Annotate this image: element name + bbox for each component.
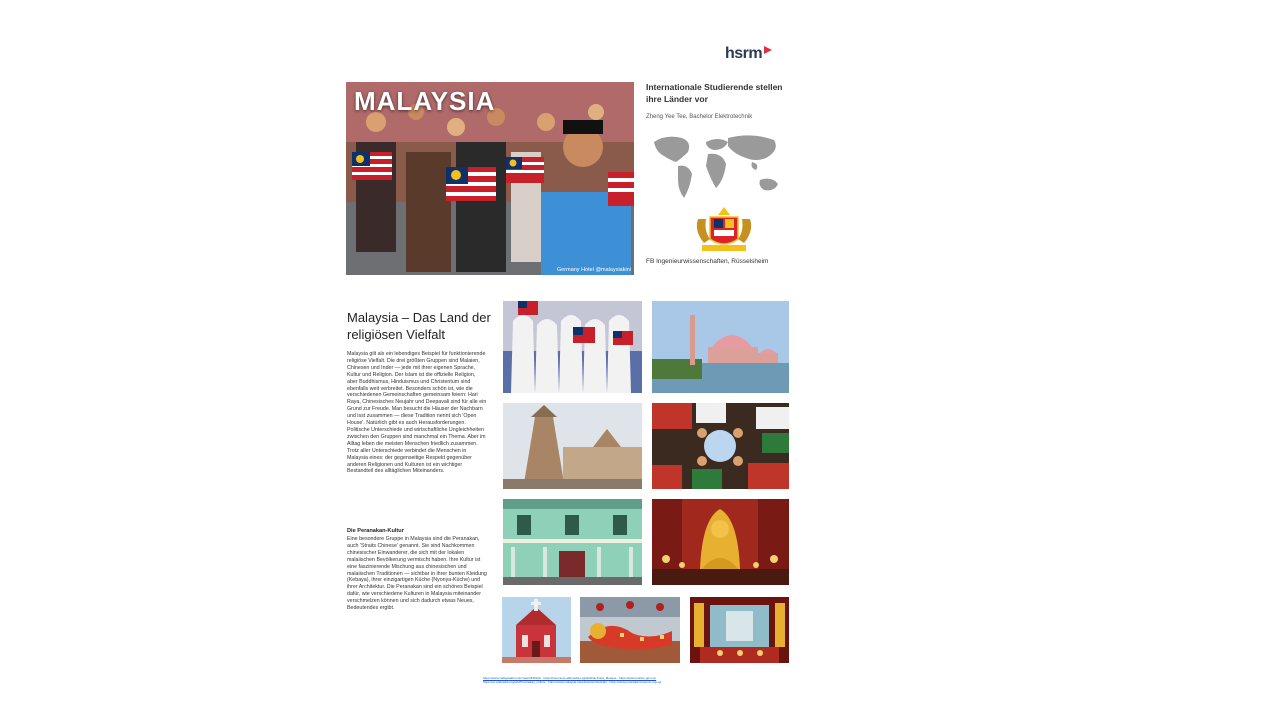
reference-link[interactable]: https://www.malaysiakini.com/news/539210 · https://commons.wikimedia.org/wiki/File:Putra_Mosque · https://www.tourism.gov.my/	[483, 677, 657, 680]
logo-arrow-icon	[764, 46, 772, 54]
article-title: Malaysia – Das Land der religiösen Vielfalt	[347, 310, 491, 342]
red-church-photo	[502, 597, 571, 663]
hands-circle-photo	[652, 403, 789, 489]
author-line: Zheng Yee Tee, Bachelor Elektrotechnik	[646, 114, 753, 120]
article-paragraph-2: Eine besondere Gruppe in Malaysia sind die Peranakan, auch 'Straits Chinese' genannt. Sie sind Nachkommen chinesischer Einwanderer, die sich mit der lokalen malaiischen Bevölkerung vermischt haben. Ihre Kultur ist eine faszinierende Mischung aus chinesischen und malaiischen Traditionen — sichtbar in ihrer bunten Kleidung (Kebaya), ihrer einzigartigen Küche (Nyonya-Küche) und ihrer Architektur. Die Peranakan sind ein schönes Beispiel dafür, wie verschiedene Kulturen in Malaysia miteinander verschmelzen können und sich dadurch etwas Neues, Bedeutendes ergibt.	[347, 536, 487, 612]
schoolgirls-flags-photo	[503, 301, 642, 393]
hsrm-logo: hsrm	[725, 45, 772, 63]
poster-title: Internationale Studierende stellen ihre Länder vor	[646, 82, 783, 104]
lion-dance-photo	[580, 597, 680, 663]
hindu-temple-photo	[503, 403, 642, 489]
hero-title: MALAYSIA	[354, 86, 496, 116]
subheading-peranakan: Die Peranakan-Kultur	[347, 528, 404, 534]
article-paragraph-1: Malaysia gilt als ein lebendiges Beispiel für funktionierende religiöse Vielfalt. Die drei größten Gruppen sind Malaien, Chinesen und Inder — jede mit ihrer eigenen Sprache, Kultur und Religion. Der Islam ist die offizielle Religion, aber Buddhismus, Hinduismus und Christentum sind ebenfalls weit verbreitet. Besonders schön ist, wie die verschiedenen Gemeinschaften gemeinsam feiern: Hari Raya, Chinesisches Neujahr und Deepavali sind für alle ein Grund zur Freude. Man besucht die Häuser der Nachbarn und isst zusammen — diese Tradition nennt sich 'Open House'. Natürlich gibt es auch Herausforderungen. Politische Unterschiede und wirtschaftliche Ungleichheiten zwischen den Gruppen sind manchmal ein Thema. Aber im Alltag leben die meisten Menschen friedlich zusammen. Trotz aller Unterschiede verbindet die Menschen in Malaysia eines: der gegenseitige Respekt gegenüber anderen Religionen und Kulturen ist ein wichtiger Bestandteil des alltäglichen Miteinanders.	[347, 351, 487, 475]
image-credit: Germany Hotel @malaysiakini	[556, 267, 631, 273]
faculty-line: FB Ingenieurwissenschaften, Rüsselsheim	[646, 258, 769, 265]
world-map-icon	[648, 132, 784, 204]
malaysia-coat-of-arms-icon	[690, 205, 758, 255]
pink-mosque-photo	[652, 301, 789, 393]
hero-image	[346, 82, 634, 275]
chinese-altar-photo	[690, 597, 789, 663]
peranakan-house-photo	[503, 499, 642, 585]
reference-link[interactable]: https://en.wikipedia.org/wiki/Peranakan_culture · https://www.malaysia.travel/explore/festivals · https://www.peranakanmuseum.org.sg/	[483, 680, 662, 684]
buddha-shrine-photo	[652, 499, 789, 585]
references	[483, 677, 798, 684]
